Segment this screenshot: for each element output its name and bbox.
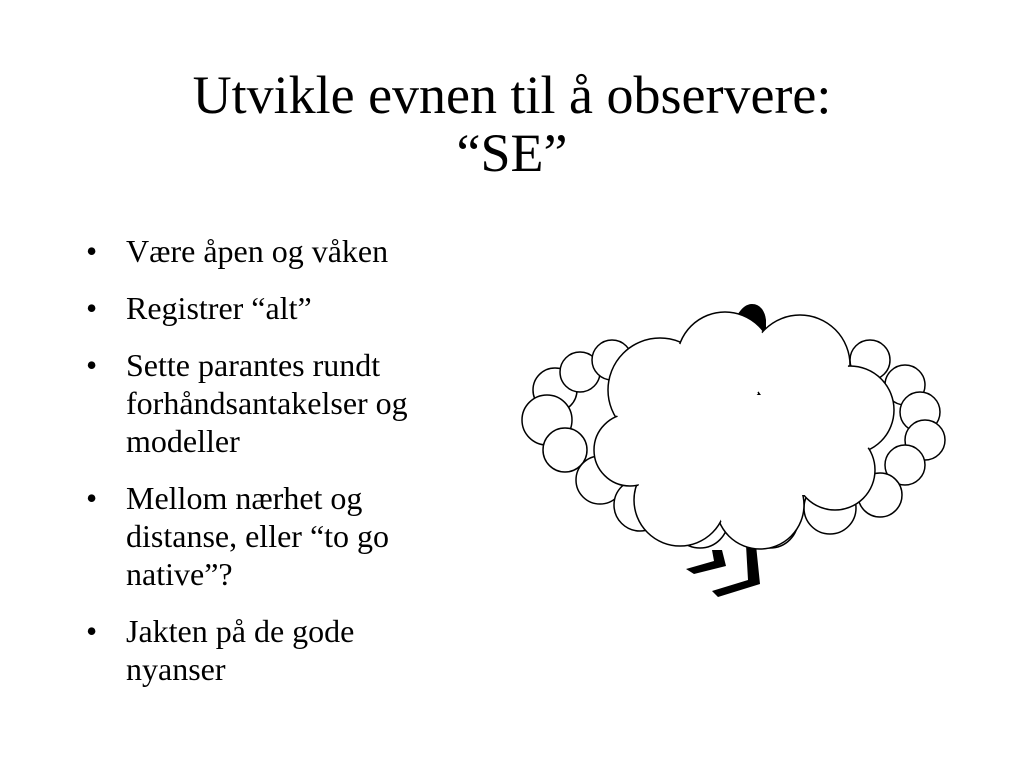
bullet-item	[86, 612, 506, 688]
bullet-text-line: nyanser	[126, 651, 226, 687]
bullet-item	[86, 289, 506, 327]
bullet-dot: •	[86, 347, 98, 383]
bullet-list	[86, 232, 506, 707]
slide-title-line-1: Utvikle evnen til å observere:	[192, 65, 832, 125]
slide-title	[0, 66, 1024, 182]
bullet-text-line: modeller	[126, 423, 240, 459]
bullet-text-line: Registrer “alt”	[126, 290, 312, 326]
bullet-item	[86, 479, 506, 593]
bullet-text-line: native”?	[126, 556, 233, 592]
bullet-text-line: Være åpen og våken	[126, 233, 389, 269]
bullet-text-line: Mellom nærhet og	[126, 480, 363, 516]
bullet-dot: •	[86, 290, 98, 326]
bullet-dot: •	[86, 613, 98, 649]
bullet-dot: •	[86, 480, 98, 516]
sheep-cloud-icon	[510, 295, 960, 610]
bullet-text-line: Jakten på de gode	[126, 613, 355, 649]
bullet-text-line: Sette parantes rundt	[126, 347, 381, 383]
bullet-item	[86, 346, 506, 460]
slide-title-line-2: “SE”	[456, 123, 568, 183]
bullet-text-line: distanse, eller “to go	[126, 518, 390, 554]
bullet-item	[86, 232, 506, 270]
bullet-text-line: forhåndsantakelser og	[126, 385, 408, 421]
bullet-dot: •	[86, 233, 98, 269]
